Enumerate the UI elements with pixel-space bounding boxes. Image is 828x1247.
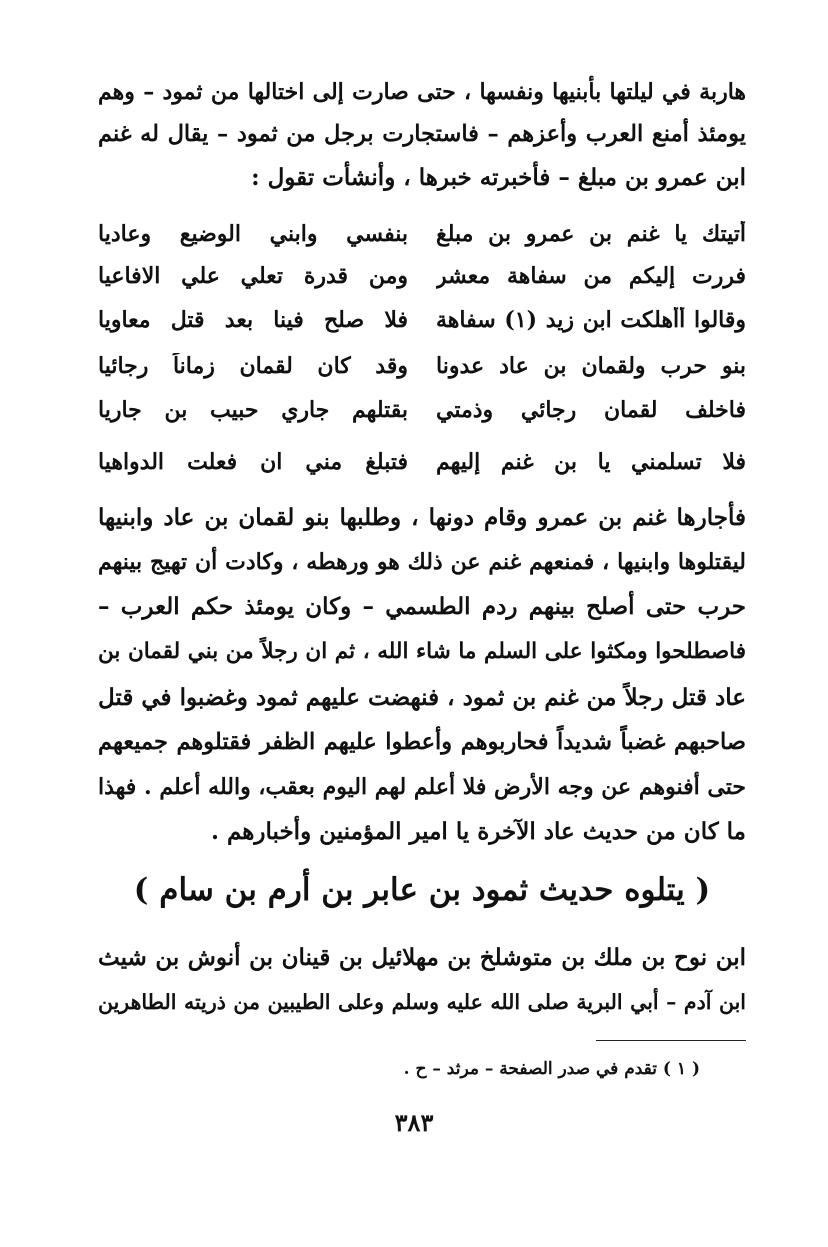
verse-first-hemistich: أتيتك يا غنم بن عمرو بن مبلغ — [436, 221, 746, 247]
text-line: فأجارها غنم بن عمرو وقام دونها ، وطلبها بنو لقمان بن عاد وابنيها — [98, 504, 746, 531]
verse-second-hemistich: فلا صلح فينا بعد قتل معاويا — [98, 307, 408, 333]
footnote: ( ١ ) تقدم في صدر الصفحة – مرثد – ح . — [403, 1059, 700, 1079]
text-line: صاحبهم غضباً شديداً فحاربوهم وأعطوا عليهم الظفر فقتلوهم جميعهم — [98, 729, 746, 755]
text-line: ليقتلوها وابنيها ، فمنعهم غنم عن ذلك هو ورهطه ، وكادت أن تهيج بينهم — [98, 549, 746, 575]
verse-first-hemistich: فررت إليكم من سفاهة معشر — [436, 263, 746, 289]
page-number: ٣٨٣ — [394, 1108, 434, 1137]
poem-verse — [98, 256, 746, 296]
text-line: هاربة في ليلتها بأبنيها ونفسها ، حتى صارت إلى اختالها من ثمود – وهم — [98, 79, 746, 105]
verse-first-hemistich: فاخلف لقمان رجائي وذمتي — [436, 397, 746, 423]
verse-first-hemistich: بنو حرب ولقمان بن عاد عدونا — [436, 353, 746, 379]
verse-second-hemistich: وقد كان لقمان زماناً رجائيا — [98, 353, 408, 379]
verse-second-hemistich: بقتلهم جاري حبيب بن جاريا — [98, 397, 408, 423]
poem-verse — [98, 442, 746, 482]
verse-second-hemistich: ومن قدرة تعلي علي الافاعيا — [98, 263, 408, 289]
poem-verse — [98, 390, 746, 430]
footnote-divider — [596, 1040, 746, 1041]
poem-verse — [98, 346, 746, 386]
text-line: ما كان من حديث عاد الآخرة يا امير المؤمنين وأخبارهم . — [210, 818, 746, 845]
text-line: حتى أفنوهم عن وجه الأرض فلا أعلم لهم اليوم بعقب، والله أعلم . فهذا — [98, 774, 746, 800]
text-line: فاصطلحوا ومكثوا على السلم ما شاء الله ، ثم ان رجلاً من بني لقمان بن — [98, 639, 746, 664]
text-line: يومئذ أمنع العرب وأعزهم – فاستجارت برجل من ثمود – يقال له غنم — [98, 121, 746, 147]
verse-second-hemistich: بنفسي وابني الوضيع وعاديا — [98, 221, 408, 247]
verse-second-hemistich: فتبلغ مني ان فعلت الدواهيا — [98, 449, 408, 475]
section-heading: ( يتلوه حديث ثمود بن عابر بن أرم بن سام ) — [133, 872, 711, 908]
verse-first-hemistich: وقالوا أأهلكت ابن زيد (١) سفاهة — [436, 307, 746, 333]
text-line: ابن آدم – أبي البرية صلى الله عليه وسلم وعلى الطيبين من ذريته الطاهرين — [98, 990, 746, 1014]
poem-verse — [98, 300, 746, 340]
text-line: عاد قتل رجلاً من غنم بن ثمود ، فنهضت عليهم ثمود وغضبوا في قتل — [98, 684, 746, 711]
verse-first-hemistich: فلا تسلمني يا بن غنم إليهم — [436, 449, 746, 475]
text-line: ابن عمرو بن مبلغ – فأخبرته خبرها ، وأنشأت تقول : — [251, 164, 746, 191]
poem-verse — [98, 214, 746, 254]
text-line: حرب حتى أصلح بينهم ردم الطسمي – وكان يومئذ حكم العرب – — [98, 593, 746, 620]
text-line: ابن نوح بن ملك بن متوشلخ بن مهلائيل بن قينان بن أنوش بن شيث — [98, 944, 746, 971]
